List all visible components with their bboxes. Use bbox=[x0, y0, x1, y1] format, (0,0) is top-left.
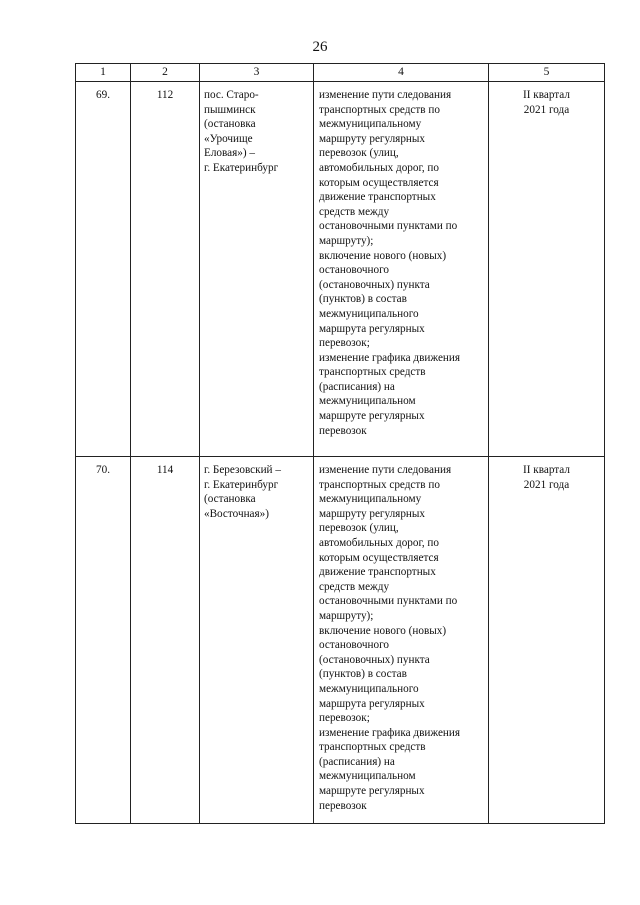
text-line: (остановка bbox=[204, 118, 256, 131]
page-number: 26 bbox=[312, 39, 328, 55]
text-line: (остановочных) пункта bbox=[319, 653, 430, 666]
header-col-3: 3 bbox=[200, 64, 314, 82]
text-line: г. Березовский – bbox=[204, 464, 281, 476]
text-line: автомобильных дорог, по bbox=[319, 161, 439, 174]
change-description bbox=[314, 457, 489, 824]
text-line: маршруту регулярных bbox=[319, 507, 426, 520]
text-line: г. Екатеринбург bbox=[204, 478, 279, 491]
text-line: транспортных средств по bbox=[319, 103, 440, 116]
text-line: перевозок bbox=[319, 799, 367, 812]
header-col-1: 1 bbox=[76, 64, 131, 82]
text-line: перевозок (улиц, bbox=[319, 522, 399, 535]
text-line: II квартал bbox=[523, 464, 570, 476]
text-line: (расписания) на bbox=[319, 380, 395, 393]
route-name bbox=[200, 457, 314, 824]
text-line: которым осуществляется bbox=[319, 551, 439, 564]
text-line: межмуниципальном bbox=[319, 395, 416, 408]
text-line: 2021 года bbox=[523, 103, 570, 116]
text-line: (остановочных) пункта bbox=[319, 278, 430, 291]
text-line: движение транспортных bbox=[319, 191, 436, 204]
implementation-term bbox=[489, 82, 605, 457]
text-line: автомобильных дорог, по bbox=[319, 536, 439, 549]
row-index: 70. bbox=[76, 457, 131, 824]
route-number: 114 bbox=[131, 457, 200, 824]
text-line: «Восточная») bbox=[204, 507, 269, 520]
header-col-2: 2 bbox=[131, 64, 200, 82]
route-number: 112 bbox=[131, 82, 200, 457]
text-line: перевозок bbox=[319, 424, 367, 437]
text-line: (остановка bbox=[204, 493, 256, 506]
text-line: транспортных средств по bbox=[319, 478, 440, 491]
text-line: маршрута регулярных bbox=[319, 322, 425, 335]
text-line: транспортных средств bbox=[319, 366, 426, 379]
text-line: межмуниципального bbox=[319, 307, 419, 320]
text-line: «Урочище bbox=[204, 132, 253, 145]
row-index: 69. bbox=[76, 82, 131, 457]
text-line: маршрута регулярных bbox=[319, 697, 425, 710]
implementation-term bbox=[489, 457, 605, 824]
text-line: изменение графика движения bbox=[319, 726, 461, 739]
text-line: (пунктов) в состав bbox=[319, 293, 407, 306]
text-line: транспортных средств bbox=[319, 741, 426, 754]
text-line: движение транспортных bbox=[319, 566, 436, 579]
text-line: маршруте регулярных bbox=[319, 410, 425, 423]
text-line: средств между bbox=[319, 580, 390, 593]
text-line: изменение пути следования bbox=[319, 89, 452, 101]
text-line: перевозок; bbox=[319, 712, 370, 725]
table-row bbox=[76, 82, 605, 457]
header-col-5: 5 bbox=[489, 64, 605, 82]
text-line: остановочными пунктами по bbox=[319, 220, 458, 233]
text-line: средств между bbox=[319, 205, 390, 218]
text-line: межмуниципальному bbox=[319, 493, 422, 506]
text-line: остановочного bbox=[319, 264, 390, 277]
text-line: пышминск bbox=[204, 103, 256, 116]
text-line: пос. Старо- bbox=[204, 89, 259, 101]
text-line: (расписания) на bbox=[319, 755, 395, 768]
text-line: изменение графика движения bbox=[319, 351, 461, 364]
text-line: перевозок (улиц, bbox=[319, 147, 399, 160]
text-line: г. Екатеринбург bbox=[204, 161, 279, 174]
text-line: маршруту регулярных bbox=[319, 132, 426, 145]
text-line: маршруту); bbox=[319, 234, 374, 247]
change-description bbox=[314, 82, 489, 457]
text-line: включение нового (новых) bbox=[319, 624, 447, 637]
text-line: 2021 года bbox=[523, 478, 570, 491]
text-line: остановочными пунктами по bbox=[319, 595, 458, 608]
text-line: (пунктов) в состав bbox=[319, 668, 407, 681]
text-line: маршруту); bbox=[319, 609, 374, 622]
text-line: маршруте регулярных bbox=[319, 785, 425, 798]
text-line: межмуниципальном bbox=[319, 770, 416, 783]
text-line: изменение пути следования bbox=[319, 464, 452, 476]
header-col-4: 4 bbox=[314, 64, 489, 82]
text-line: которым осуществляется bbox=[319, 176, 439, 189]
text-line: межмуниципальному bbox=[319, 118, 422, 131]
text-line: межмуниципального bbox=[319, 682, 419, 695]
table-row bbox=[76, 457, 605, 824]
route-name bbox=[200, 82, 314, 457]
schedule-table bbox=[75, 63, 605, 824]
text-line: включение нового (новых) bbox=[319, 249, 447, 262]
text-line: перевозок; bbox=[319, 337, 370, 350]
text-line: Еловая») – bbox=[204, 147, 255, 160]
table-header-row bbox=[76, 64, 605, 82]
text-line: II квартал bbox=[523, 89, 570, 101]
text-line: остановочного bbox=[319, 639, 390, 652]
